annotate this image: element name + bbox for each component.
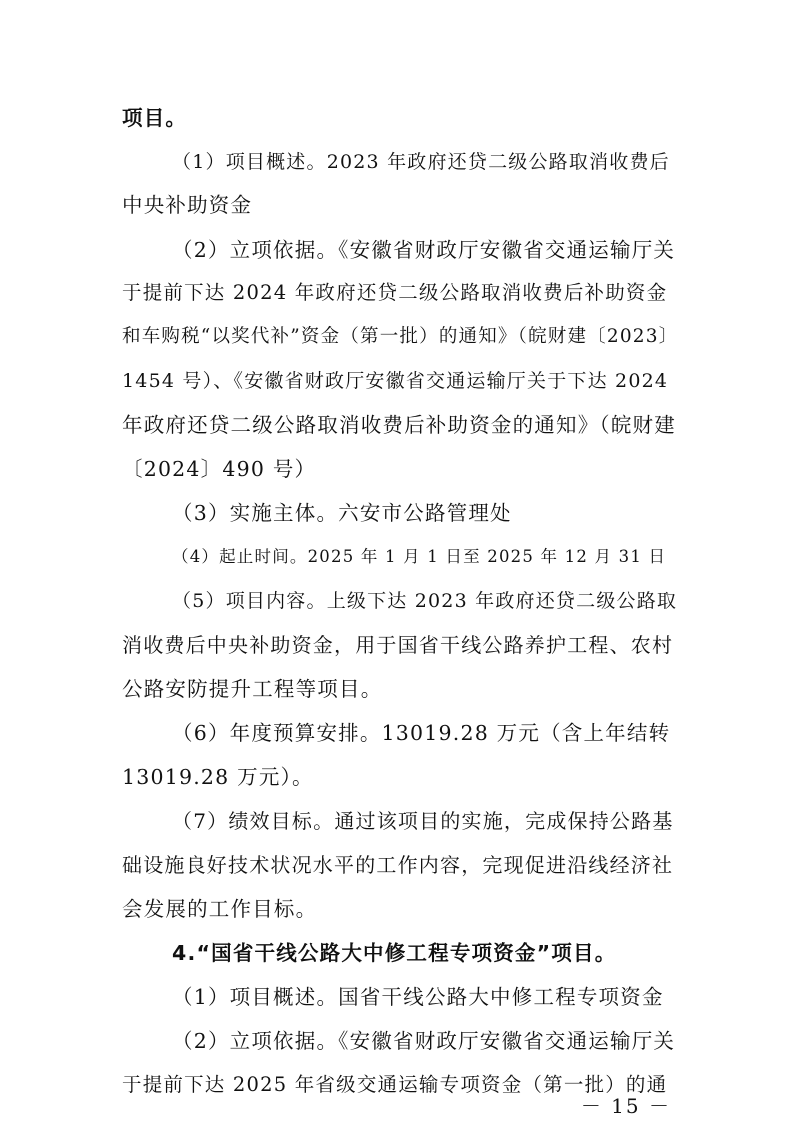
paragraph-line: （1）项目概述。国省干线公路大中修工程专项资金 <box>172 985 664 1009</box>
paragraph-line: 中央补助资金 <box>122 193 253 217</box>
paragraph-line: （2）立项依据。《安徽省财政厅安徽省交通运输厅关 <box>172 238 676 262</box>
paragraph-line: （7）绩效目标。通过该项目的实施，完成保持公路基 <box>172 809 674 833</box>
paragraph-line: 于提前下达 2024 年政府还贷二级公路取消收费后补助资金 <box>122 281 668 304</box>
paragraph-line-heading-continuation: 项目。 <box>122 106 188 130</box>
page-number: － 15 － <box>580 1094 671 1118</box>
paragraph-line: 年政府还贷二级公路取消收费后补助资金的通知》（皖财建 <box>122 413 676 437</box>
paragraph-line: 础设施良好技术状况水平的工作内容，完现促进沿线经济社 <box>122 853 674 877</box>
paragraph-line: （1）项目概述。2023 年政府还贷二级公路取消收费后 <box>172 151 670 173</box>
paragraph-line: 会发展的工作目标。 <box>122 897 318 921</box>
paragraph-line: 于提前下达 2025 年省级交通运输专项资金（第一批）的通 <box>122 1073 668 1096</box>
paragraph-line: 和车购税“以奖代补”资金（第一批）的通知》（皖财建〔2023〕 <box>122 326 679 347</box>
paragraph-line: （4）起止时间。2025 年 1 月 1 日至 2025 年 12 月 31 日 <box>172 547 667 566</box>
paragraph-line: （3）实施主体。六安市公路管理处 <box>172 501 512 525</box>
paragraph-line: （5）项目内容。上级下达 2023 年政府还贷二级公路取 <box>172 590 678 612</box>
paragraph-line: 13019.28 万元）。 <box>122 765 314 789</box>
section-heading: 4.“国省干线公路大中修工程专项资金”项目。 <box>172 941 617 965</box>
paragraph-line: （6）年度预算安排。13019.28 万元（含上年结转 <box>172 721 671 745</box>
paragraph-line: 1454 号）、《安徽省财政厅安徽省交通运输厅关于下达 2024 <box>122 370 669 392</box>
paragraph-line: （2）立项依据。《安徽省财政厅安徽省交通运输厅关 <box>172 1029 676 1053</box>
paragraph-line: 消收费后中央补助资金，用于国省干线公路养护工程、农村 <box>122 633 674 657</box>
paragraph-line: 〔2024〕490 号） <box>122 457 317 481</box>
paragraph-line: 公路安防提升工程等项目。 <box>122 677 383 701</box>
